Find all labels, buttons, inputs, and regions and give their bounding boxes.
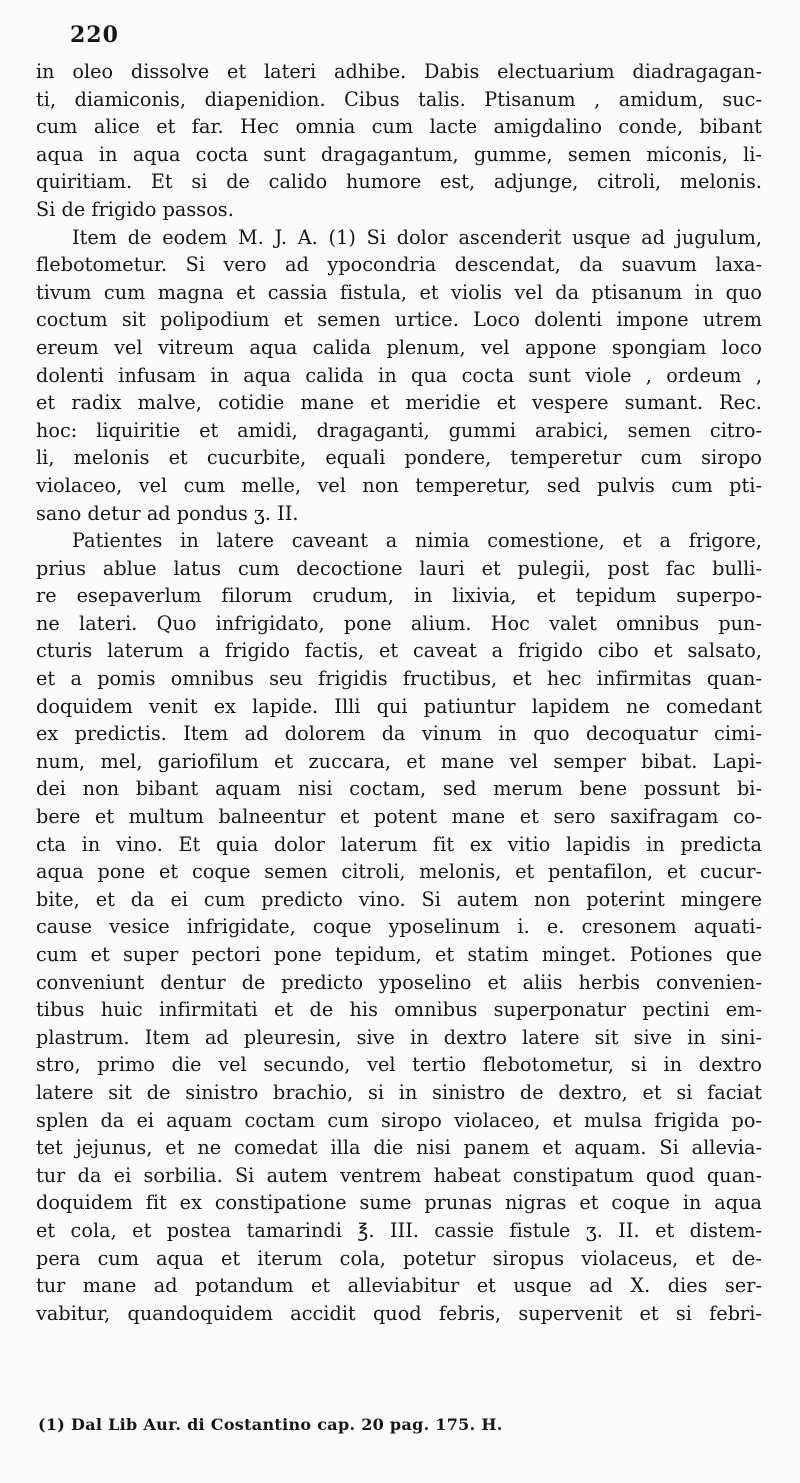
text-line: tivum cum magna et cassia fistula, et violis vel da ptisanum in quo xyxy=(36,280,762,304)
text-line: in oleo dissolve et lateri adhibe. Dabis electuarium diadragagan- xyxy=(36,60,762,83)
text-line: pera cum aqua et iterum cola, potetur siropus violaceus, et de- xyxy=(36,1246,762,1270)
text-line: li, melonis et cucurbite, equali pondere, temperetur cum siropo xyxy=(36,446,762,470)
text-line: stro, primo die vel secundo, vel tertio flebotometur, si in dextro xyxy=(36,1053,762,1077)
footnote: (1) Dal Lib Aur. di Costantino cap. 20 pag. 175. H. xyxy=(38,1415,503,1434)
text-line: doquidem fit ex constipatione sume prunas nigras et coque in aqua xyxy=(36,1191,762,1215)
text-line: tibus huic infirmitati et de his omnibus superponatur pectini em- xyxy=(36,998,762,1022)
text-line: doquidem venit ex lapide. Illi qui patiuntur lapidem ne comedant xyxy=(36,694,762,718)
text-line: tet jejunus, et ne comedat illa die nisi panem et aquam. Si allevia- xyxy=(36,1136,762,1160)
footnote-divider xyxy=(36,1400,762,1401)
text-line: tur da ei sorbilia. Si autem ventrem habeat constipatum quod quan- xyxy=(36,1163,762,1187)
text-line: cum et super pectori pone tepidum, et statim minget. Potiones que xyxy=(36,943,762,966)
text-line: dei non bibant aquam nisi coctam, sed merum bene possunt bi- xyxy=(36,777,762,801)
text-line: coctum sit polipodium et semen urtice. Loco dolenti impone utrem xyxy=(36,308,762,332)
text-line: cause vesice infrigidate, coque yposelinum i. e. cresonem aquati- xyxy=(36,915,762,939)
text-line: cum alice et far. Hec omnia cum lacte amigdalino conde, bibant xyxy=(36,115,762,139)
text-line: conveniunt dentur de predicto yposelino et aliis herbis convenien- xyxy=(36,970,762,994)
text-line: et cola, et postea tamarindi ℥. III. cassie fistule ʒ. II. et distem- xyxy=(36,1218,762,1242)
text-line: Patientes in latere caveant a nimia comestione, et a frigore, xyxy=(72,529,762,553)
text-line: ti, diamiconis, diapenidion. Cibus talis. Ptisanum , amidum, suc- xyxy=(36,87,762,111)
text-line: aqua in aqua cocta sunt dragagantum, gumme, semen miconis, li- xyxy=(36,142,762,166)
page-number: 220 xyxy=(70,22,119,48)
text-line: latere sit de sinistro brachio, si in sinistro de dextro, et si faciat xyxy=(36,1080,762,1104)
text-line: prius ablue latus cum decoctione lauri et pulegii, post fac bulli- xyxy=(36,556,762,580)
text-line: num, mel, gariofilum et zuccara, et mane vel semper bibat. Lapi- xyxy=(36,749,762,773)
text-line: et radix malve, cotidie mane et meridie et vespere sumant. Rec. xyxy=(36,391,762,415)
text-line: cta in vino. Et quia dolor laterum fit ex vitio lapidis in predicta xyxy=(36,832,762,856)
text-line: ex predictis. Item ad dolorem da vinum in quo decoquatur cimi- xyxy=(36,722,762,746)
text-line: Si de frigido passos. xyxy=(36,197,234,221)
text-line: splen da ei aquam coctam cum siropo violaceo, et mulsa frigida po- xyxy=(36,1108,762,1132)
text-line: cturis laterum a frigido factis, et caveat a frigido cibo et salsato, xyxy=(36,639,762,663)
text-line: ne lateri. Quo infrigidato, pone alium. Hoc valet omnibus pun- xyxy=(36,611,762,635)
text-line: aqua pone et coque semen citroli, melonis, et pentafilon, et cucur- xyxy=(36,860,762,884)
text-line: vabitur, quandoquidem accidit quod febris, supervenit et si febri- xyxy=(36,1301,762,1325)
text-line: bere et multum balneentur et potent mane et sero saxifragam co- xyxy=(36,805,762,829)
text-line: re esepaverlum filorum crudum, in lixivia, et tepidum superpo- xyxy=(36,584,762,608)
text-line: plastrum. Item ad pleuresin, sive in dextro latere sit sive in sini- xyxy=(36,1025,762,1049)
text-line: quiritiam. Et si de calido humore est, adjunge, citroli, melonis. xyxy=(36,170,762,194)
text-line: violaceo, vel cum melle, vel non temperetur, sed pulvis cum pti- xyxy=(36,473,762,497)
text-line: Item de eodem M. J. A. (1) Si dolor ascenderit usque ad jugulum, xyxy=(72,225,762,249)
text-line: flebotometur. Si vero ad ypocondria descendat, da suavum laxa- xyxy=(36,253,762,277)
text-line: ereum vel vitreum aqua calida plenum, vel appone spongiam loco xyxy=(36,335,762,359)
text-line: tur mane ad potandum et alleviabitur et usque ad X. dies ser- xyxy=(36,1274,762,1298)
text-line: bite, et da ei cum predicto vino. Si autem non poterint mingere xyxy=(36,887,762,911)
text-line: dolenti infusam in aqua calida in qua cocta sunt viole , ordeum , xyxy=(36,363,762,387)
body-text xyxy=(36,58,762,1327)
text-line: hoc: liquiritie et amidi, dragaganti, gummi arabici, semen citro- xyxy=(36,418,762,442)
text-line: sano detur ad pondus ʒ. II. xyxy=(36,501,299,525)
text-line: et a pomis omnibus seu frigidis fructibus, et hec infirmitas quan- xyxy=(36,667,762,691)
